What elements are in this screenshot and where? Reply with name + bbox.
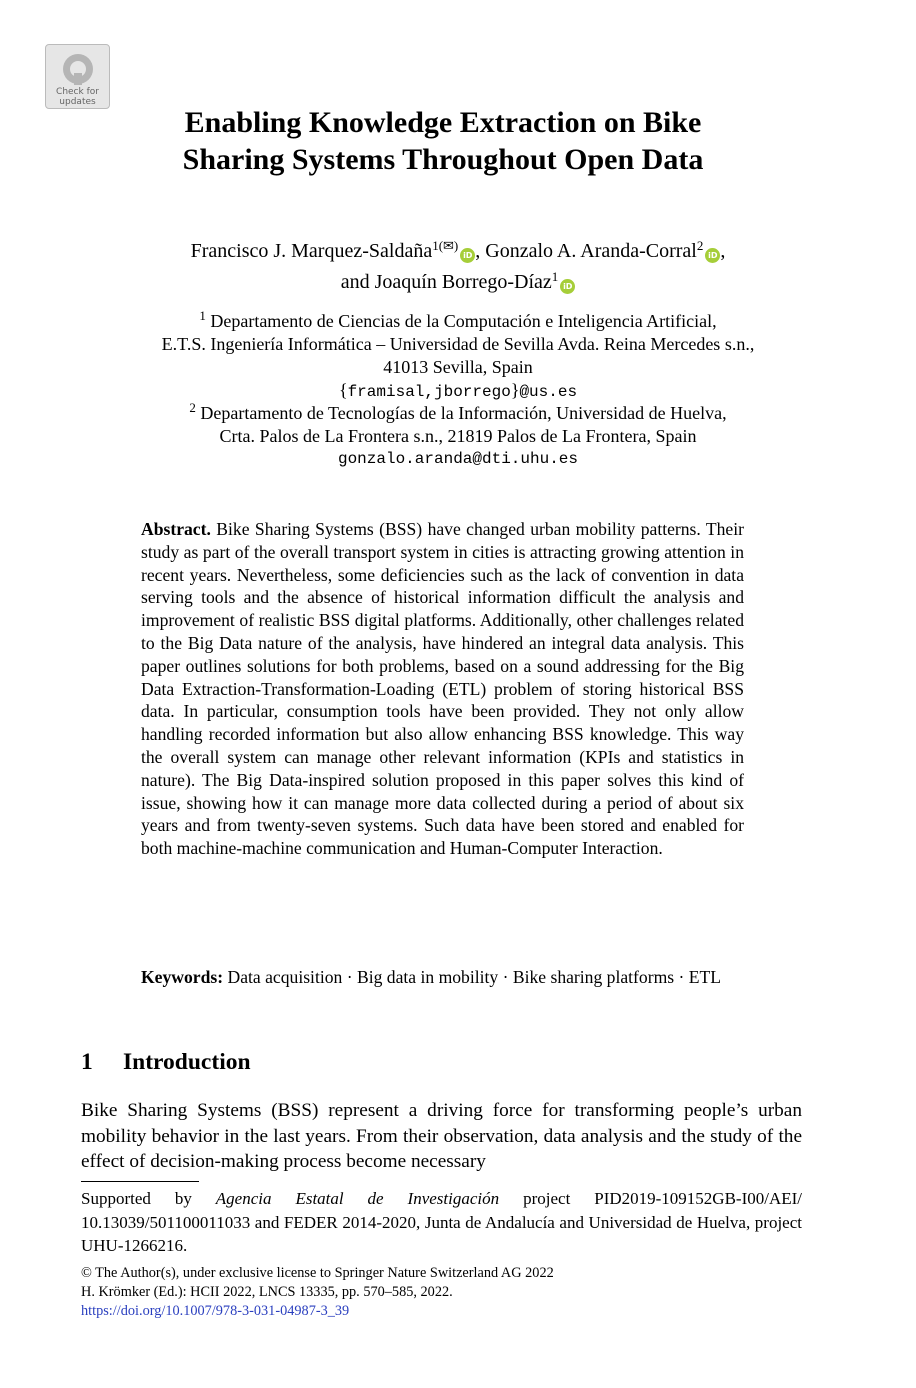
- author-1-sup: 1(✉): [432, 238, 459, 253]
- badge-line2: updates: [59, 97, 96, 107]
- affiliation-1: [40, 304, 876, 404]
- funding-footnote: [81, 1187, 802, 1258]
- aff1-line2: E.T.S. Ingeniería Informática – Universidad de Sevilla Avda. Reina Mercedes s.n.,: [161, 334, 755, 354]
- orcid-icon[interactable]: iD: [560, 279, 575, 294]
- aff1-line3: 41013 Sevilla, Spain: [383, 357, 533, 377]
- author-2-tail: ,: [720, 240, 726, 262]
- aff2-email[interactable]: gonzalo.aranda@dti.uhu.es: [337, 450, 579, 468]
- paper-title: [60, 104, 826, 178]
- aff1-email-close: }: [510, 380, 520, 400]
- doi-link[interactable]: https://doi.org/10.1007/978-3-031-04987-3_39: [81, 1303, 350, 1319]
- footnote-agency: Agencia Estatal de Investigación: [215, 1189, 500, 1208]
- footnote-rule: [81, 1181, 199, 1182]
- section-title: Introduction: [123, 1049, 251, 1075]
- keywords: [141, 966, 744, 989]
- author-3: and Joaquín Borrego-Díaz: [340, 271, 552, 293]
- copyright-line2: H. Krömker (Ed.): HCII 2022, LNCS 13335, pp. 570–585, 2022.: [81, 1284, 453, 1300]
- keywords-text: Data acquisition · Big data in mobility · Bike sharing platforms · ETL: [227, 967, 722, 987]
- aff2-number: 2: [189, 400, 196, 415]
- check-for-updates-badge[interactable]: [45, 44, 110, 109]
- aff2-line2: Crta. Palos de La Frontera s.n., 21819 Palos de La Frontera, Spain: [219, 426, 697, 446]
- abstract-text: Bike Sharing Systems (BSS) have changed urban mobility patterns. Their study as part of the overall transport system in cities is attracting growing attention in recent years. Nevertheless, some deficiencies such as the lack of convention in data serving tools and the absence of historical information difficult the analysis and improvement of realistic BSS digital platforms. Additionally, other challenges related to the Big Data nature of the analysis, have hindered an integral data analysis. This paper outlines solutions for both problems, based on a sound addressing for the Big Data Extraction-Transformation-Loading (ETL) problem of storing historical BSS data. In particular, consumption tools have been provided. They not only allow handling recorded information but also allow enhancing BSS knowledge. This way the overall system can manage other relevant information (KPIs and statistics in nature). The Big Data-inspired solution proposed in this paper solves this kind of issue, showing how it can manage more data collected during a period of about six years and from twenty-seven systems. Such data have been stored and enabled for both machine-machine communication and Human-Computer Interaction.: [141, 519, 744, 859]
- check-updates-icon: [60, 51, 96, 87]
- title-line-1: Enabling Knowledge Extraction on Bike: [184, 106, 702, 139]
- author-2-sup: 2: [696, 238, 704, 253]
- footnote-text: project PID2019-109152GB-I00/AEI/ 10.13039/501100011033 and FEDER 2014-2020, Junta de Andalucía and Universidad de Huelva, project UHU-1266216.: [81, 1189, 802, 1255]
- copyright-line1: © The Author(s), under exclusive license to Springer Nature Switzerland AG 2022: [81, 1265, 554, 1281]
- author-3-sup: 1: [551, 269, 559, 284]
- aff1-email-users: framisal,jborrego: [347, 383, 511, 401]
- aff2-line1: Departamento de Tecnologías de la Información, Universidad de Huelva,: [200, 403, 727, 423]
- footnote-prefix: Supported by: [81, 1189, 216, 1208]
- abstract: [141, 518, 744, 860]
- abstract-label: Abstract.: [141, 519, 211, 539]
- badge-line1: Check for: [56, 87, 99, 97]
- aff1-line1: Departamento de Ciencias de la Computación e Inteligencia Artificial,: [210, 311, 717, 331]
- orcid-icon[interactable]: iD: [460, 248, 475, 263]
- author-2: , Gonzalo A. Aranda-Corral: [475, 240, 697, 262]
- aff1-email-domain: @us.es: [519, 383, 578, 401]
- author-list: [40, 233, 876, 295]
- copyright-block: [81, 1264, 802, 1321]
- section-heading: [81, 1047, 251, 1077]
- intro-paragraph: Bike Sharing Systems (BSS) represent a driving force for transforming people’s urban mobility behavior in the last years. From their observation, data analysis and the study of the effect of decision-making process become necessary: [81, 1100, 802, 1172]
- aff1-number: 1: [199, 308, 206, 323]
- title-line-2: Sharing Systems Throughout Open Data: [182, 143, 704, 176]
- aff1-email-open: {: [338, 380, 348, 400]
- affiliation-2: [40, 396, 876, 471]
- author-1: Francisco J. Marquez-Saldaña: [190, 240, 433, 262]
- keywords-label: Keywords:: [141, 967, 224, 987]
- orcid-icon[interactable]: iD: [705, 248, 720, 263]
- section-number: 1: [81, 1049, 93, 1075]
